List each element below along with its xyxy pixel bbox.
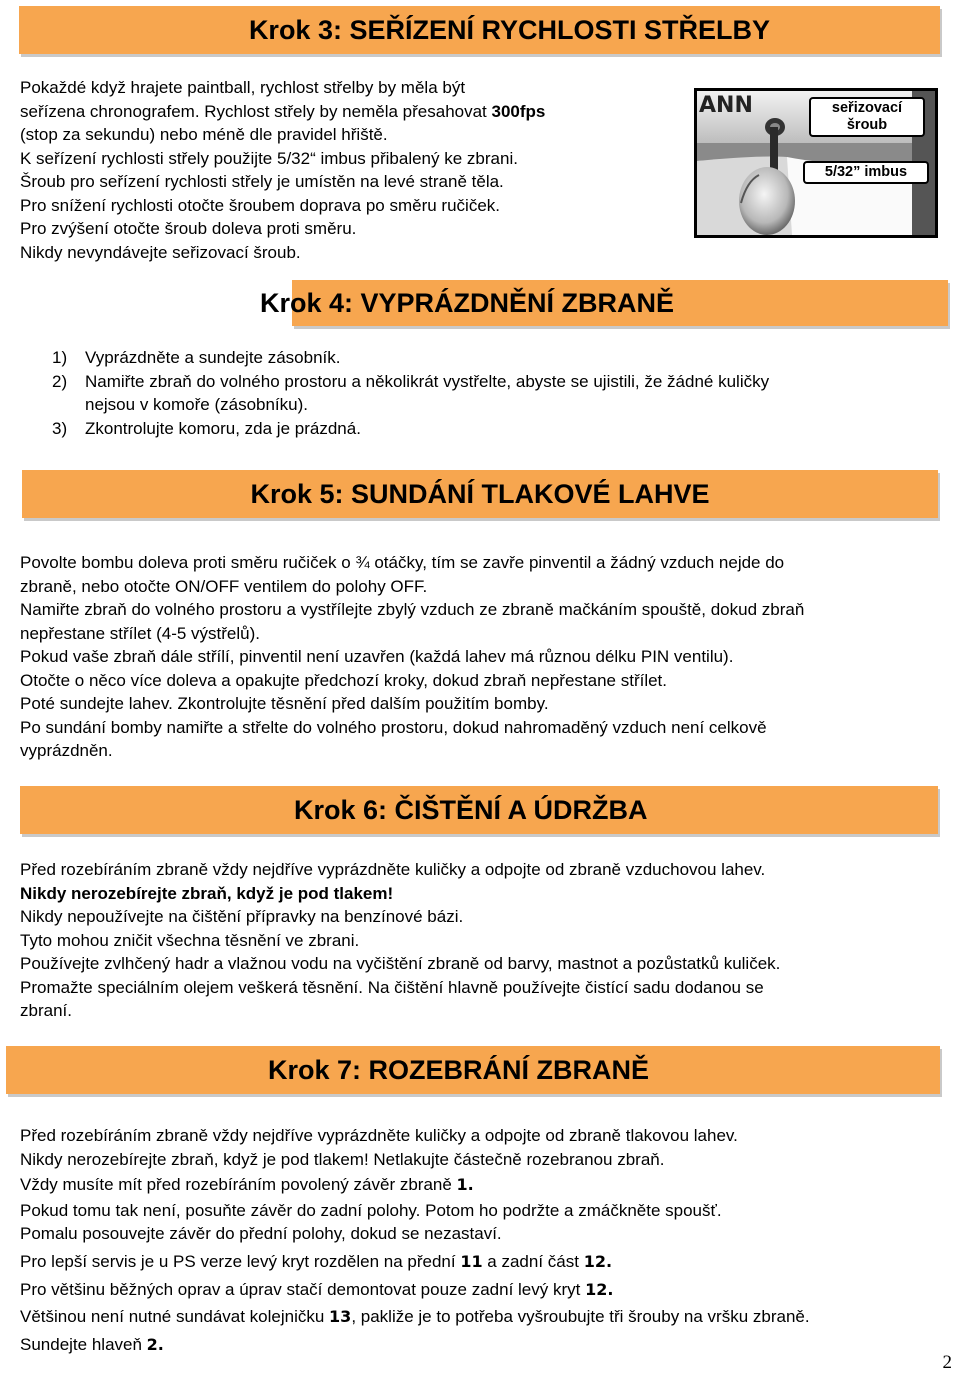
step5-line-4: nepřestane střílet (4-5 výstřelů). <box>20 623 260 643</box>
step3-line-6: Pro snížení rychlosti otočte šroubem doprava po směru ručiček. <box>20 195 500 215</box>
step5-line-2: zbraně, nebo otočte ON/OFF ventilem do polohy OFF. <box>20 576 428 596</box>
step3-line-2: seřízena chronografem. Rychlost střely by neměla přesahovat 300fps <box>20 101 546 121</box>
step4-item-1: 1) Vyprázdněte a sundejte zásobník. <box>52 348 341 367</box>
step6-line-4: Tyto mohou zničit všechna těsnění ve zbrani. <box>20 930 360 950</box>
step3-line-8: Nikdy nevyndávejte seřizovací šroub. <box>20 242 301 262</box>
step7-banner <box>6 1046 940 1094</box>
step4-title: Krok 4: VYPRÁZDNĚNÍ ZBRANĚ <box>260 287 675 318</box>
adjustment-screw-photo <box>694 88 938 238</box>
step5-line-5: Pokud vaše zbraň dále střílí, pinventil není uzavřen (každá lahev má různou délku PIN ventilu). <box>20 647 734 666</box>
step5-line-8: Po sundání bomby namiřte a střelte do volného prostoru, dokud nahromaděný vzduch není celkově <box>20 717 767 737</box>
step3-text <box>20 76 690 264</box>
step3-line-1: Pokaždé když hrajete paintball, rychlost střelby by měla být <box>20 78 466 97</box>
step7-title: Krok 7: ROZEBRÁNÍ ZBRANĚ <box>268 1054 650 1085</box>
photo-engraving: ANN <box>699 93 753 118</box>
wrench-callout: 5/32” imbus <box>803 161 929 184</box>
step7-line-2: Nikdy nerozebírejte zbraň, když je pod tlakem! Netlakujte částečně rozebranou zbraň. <box>20 1149 665 1169</box>
step7-line-6: Pro lepší servis je u PS verze levý kryt rozdělen na přední 11 a zadní část 12. <box>20 1251 613 1271</box>
step6-text <box>20 858 940 1023</box>
step4-item-3: 3) Zkontrolujte komoru, zda je prázdná. <box>52 418 361 438</box>
step5-line-1: Povolte bombu doleva proti směru ručiček o ¾ otáčky, tím se zavře pinventil a žádný vzduch nejde do <box>20 553 785 572</box>
step3-line-5: Šroub pro seřízení rychlosti střely je umístěn na levé straně těla. <box>20 172 504 191</box>
step3-title: Krok 3: SEŘÍZENÍ RYCHLOSTI STŘELBY <box>248 14 770 45</box>
part-number-12: 12. <box>583 1251 613 1271</box>
step4-item-2: 2) Namiřte zbraň do volného prostoru a několikrát vystřelte, abyste se ujistili, že žádné kuličky nejsou v komoře (zásobníku). <box>52 371 770 414</box>
page-number: 2 <box>942 1352 952 1373</box>
step6-warning: Nikdy nerozebírejte zbraň, když je pod tlakem! <box>20 883 394 903</box>
step5-line-6: Otočte o něco více doleva a opakujte předchozí kroky, dokud zbraň nepřestane střílet. <box>20 670 668 690</box>
step3-line-7: Pro zvýšení otočte šroub doleva proti směru. <box>20 219 357 238</box>
step4-list <box>52 346 932 440</box>
fps-value: 300fps <box>491 101 546 121</box>
step6-line-7: zbraní. <box>20 1001 72 1020</box>
step4-banner <box>260 280 948 326</box>
step6-banner <box>20 786 938 834</box>
step3-line-4: K seřízení rychlosti střely použijte 5/32“ imbus přibalený ke zbrani. <box>20 148 518 168</box>
part-number-12b: 12. <box>585 1279 614 1299</box>
step6-line-6: Promažte speciálním olejem veškerá těsnění. Na čištění hlavně používejte čistící sadu dodanou se <box>20 977 764 997</box>
step7-line-7: Pro většinu běžných oprav a úprav stačí demontovat pouze zadní levý kryt 12. <box>20 1279 614 1299</box>
step7-line-9: Sundejte hlaveň 2. <box>20 1334 164 1354</box>
part-number-13: 13 <box>329 1307 352 1327</box>
step6-title: Krok 6: ČIŠTĚNÍ A ÚDRŽBA <box>294 794 648 825</box>
part-number-2: 2. <box>146 1334 164 1354</box>
step3-banner <box>19 6 940 54</box>
part-number-1: 1. <box>456 1175 474 1195</box>
step5-title: Krok 5: SUNDÁNÍ TLAKOVÉ LAHVE <box>250 478 710 509</box>
step6-line-3: Nikdy nepoužívejte na čištění přípravky na benzínové bázi. <box>20 907 464 926</box>
step6-line-1: Před rozebíráním zbraně vždy nejdříve vyprázdněte kuličky a odpojte od zbraně vzduchovou lahev. <box>20 860 766 879</box>
screw-callout: seřizovací šroub <box>809 97 925 137</box>
step5-line-3: Namiřte zbraň do volného prostoru a vystřílejte zbylý vzduch ze zbraně mačkáním spouště, dokud zbraň <box>20 600 805 619</box>
step7-line-8: Většinou není nutné sundávat kolejničku 13, pakliže je to potřeba vyšroubujte tři šrouby na vršku zbraně. <box>20 1307 810 1327</box>
step5-banner <box>22 470 938 518</box>
step5-line-9: vyprázdněn. <box>20 741 113 760</box>
step5-text <box>20 551 940 763</box>
step7-line-5: Pomalu posouvejte závěr do přední polohy, dokud se nezastaví. <box>20 1224 502 1244</box>
step7-text <box>20 1124 955 1356</box>
step5-line-7: Poté sundejte lahev. Zkontrolujte těsnění před dalším použitím bomby. <box>20 694 549 713</box>
step6-line-5: Používejte zvlhčený hadr a vlažnou vodu na vyčištění zbraně od barvy, mastnot a pozůstatků kuliček. <box>20 954 781 973</box>
step7-line-4: Pokud tomu tak není, posuňte závěr do zadní polohy. Potom ho podržte a zmáčkněte spoušť. <box>20 1200 722 1220</box>
step7-line-3: Vždy musíte mít před rozebíráním povolený závěr zbraně 1. <box>20 1175 474 1195</box>
step7-line-1: Před rozebíráním zbraně vždy nejdříve vyprázdněte kuličky a odpojte od zbraně tlakovou lahev. <box>20 1126 738 1145</box>
step3-line-3: (stop za sekundu) nebo méně dle pravidel hřiště. <box>20 125 388 144</box>
part-number-11: 11 <box>460 1251 483 1271</box>
